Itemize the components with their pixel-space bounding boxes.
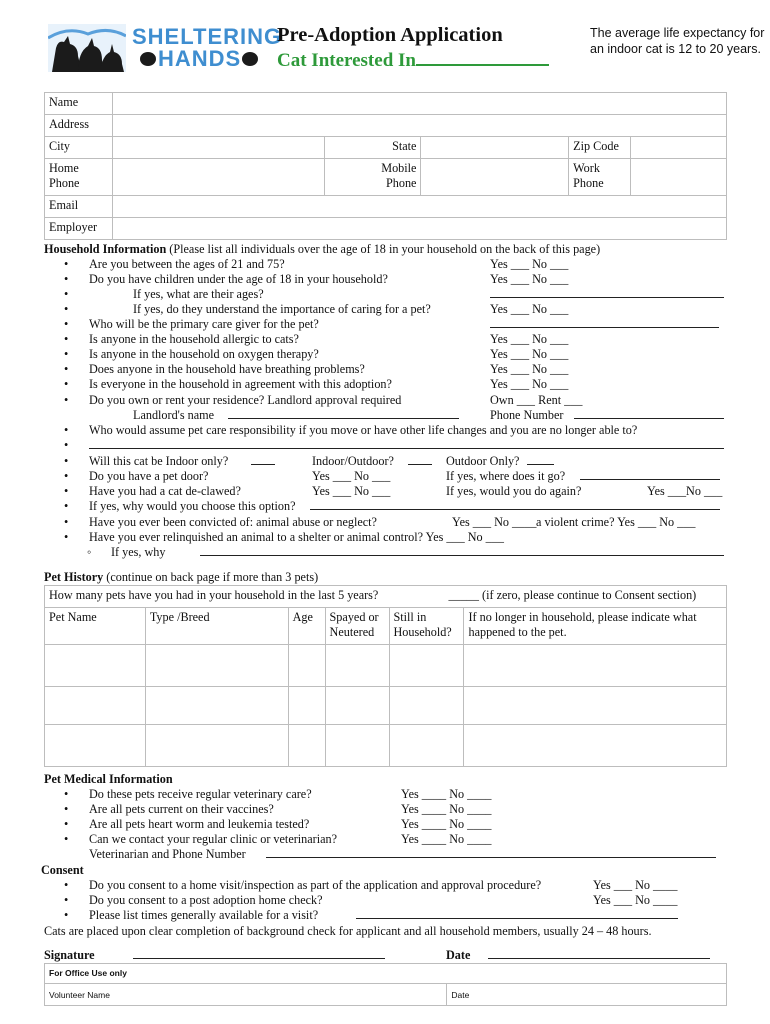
q-vet-care-yn[interactable]: Yes ____ No ____ xyxy=(401,787,492,801)
office-use-title: For Office Use only xyxy=(45,964,727,984)
address-field[interactable] xyxy=(112,115,726,137)
state-label: State xyxy=(324,137,421,159)
pet-history-note: (continue on back page if more than 3 pets) xyxy=(106,570,319,584)
q-visit-times: Please list times generally available for a visit? xyxy=(89,908,319,922)
date-label: Date xyxy=(446,948,471,962)
q-outdoor: Outdoor Only? xyxy=(446,454,520,468)
cat-interested-in xyxy=(277,50,549,72)
q-children-understand-yn[interactable]: Yes ___ No ___ xyxy=(490,302,569,316)
col-what-happened: If no longer in household, please indicate what happened to the pet. xyxy=(464,608,727,645)
q-breathing: Does anyone in the household have breathing problems? xyxy=(89,362,365,376)
q-declawed-yn[interactable]: Yes ___ No ___ xyxy=(312,484,391,498)
employer-field[interactable] xyxy=(112,218,726,240)
name-field[interactable] xyxy=(112,93,726,115)
work-phone-label: Work Phone xyxy=(569,159,631,196)
q-children-ages: If yes, what are their ages? xyxy=(133,287,264,301)
employer-label: Employer xyxy=(45,218,113,240)
consent-heading: Consent xyxy=(41,863,84,877)
vet-phone-label: Veterinarian and Phone Number xyxy=(89,847,246,861)
office-use-table xyxy=(44,963,727,1006)
q-abuse-yn[interactable]: Yes ___ No ____ xyxy=(452,515,537,529)
q-violent-crime[interactable]: a violent crime? Yes ___ No ___ xyxy=(536,515,696,529)
paw-icon xyxy=(242,52,258,66)
cat-interested-field[interactable] xyxy=(416,52,549,66)
vet-phone-field[interactable] xyxy=(266,847,716,858)
q-responsibility: Who would assume pet care responsibility if you move or have other life changes and you are no longer able to? xyxy=(89,423,638,437)
q-vaccines: Are all pets current on their vaccines? xyxy=(89,802,274,816)
pet-history-heading: Pet History xyxy=(44,570,104,584)
medical-section: Pet Medical Information • Do these pets receive regular veterinary care? Yes ____ No ____ • Are all pets current on their vaccines? Yes ____ No ____ • Are all pets heart worm and leukemia tested? Yes ____ No ____ • Can we contact your regular clinic or veterinarian? Yes ____ No ____ Veterinarian and Phone Number Consent • Do you consent to a home visit/inspection as part of the application and approval procedure? Yes ___ No ____ • Do you consent to a post adoption home check? Yes ___ No ____ • Please list times generally available for a visit? Cats are placed upon clear completion of background check for applicant and all household members, usually 24 – 48 hours. Signature Date xyxy=(0,0,770,1024)
q-convicted: Have you ever been convicted of: animal abuse or neglect? xyxy=(89,515,377,529)
subtitle-label: Cat Interested In xyxy=(277,50,416,71)
q-pet-door: Do you have a pet door? xyxy=(89,469,209,483)
table-row xyxy=(45,687,727,725)
q-relinquished-why: If yes, why xyxy=(111,545,166,559)
q-declaw-again-yn[interactable]: Yes ___No ___ xyxy=(647,484,723,498)
q-declaw-again: If yes, would you do again? xyxy=(446,484,582,498)
work-phone-field[interactable] xyxy=(631,159,727,196)
logo-wordmark-top: SHELTERING xyxy=(132,24,283,49)
why-option-field[interactable] xyxy=(310,499,720,510)
household-note: (Please list all individuals over the age of 18 in your household on the back of this page) xyxy=(169,242,601,256)
office-date-field[interactable]: Date xyxy=(447,984,727,1006)
q-why-option: If yes, why would you choose this option? xyxy=(89,499,296,513)
zip-label: Zip Code xyxy=(569,137,631,159)
pets-count-field[interactable]: _____ (if zero, please continue to Consent section) xyxy=(448,588,697,602)
q-allergic: Is anyone in the household allergic to cats? xyxy=(89,332,299,346)
q-indoor-outdoor: Indoor/Outdoor? xyxy=(312,454,394,468)
name-label: Name xyxy=(45,93,113,115)
mobile-phone-field[interactable] xyxy=(421,159,569,196)
landlord-label: Landlord's name xyxy=(133,408,215,422)
email-field[interactable] xyxy=(112,196,726,218)
q-children: Do you have children under the age of 18 in your household? xyxy=(89,272,388,286)
q-relinquished[interactable]: Have you ever relinquished an animal to a shelter or animal control? Yes ___ No ___ xyxy=(89,530,504,544)
visit-times-field[interactable] xyxy=(356,908,678,919)
pets-count-question: How many pets have you had in your household in the last 5 years? xyxy=(49,588,379,602)
pets-silhouette-icon xyxy=(48,24,126,72)
household-heading: Household Information xyxy=(44,242,167,256)
q-contact-vet: Can we contact your regular clinic or veterinarian? xyxy=(89,832,338,846)
landlord-phone-label: Phone Number xyxy=(490,408,564,422)
state-field[interactable] xyxy=(421,137,569,159)
q-home-visit-yn[interactable]: Yes ___ No ____ xyxy=(593,878,678,892)
q-vaccines-yn[interactable]: Yes ____ No ____ xyxy=(401,802,492,816)
page-title: Pre-Adoption Application xyxy=(277,24,503,46)
q-children-yn[interactable]: Yes ___ No ___ xyxy=(490,272,569,286)
q-allergic-yn[interactable]: Yes ___ No ___ xyxy=(490,332,569,346)
signature-field[interactable] xyxy=(133,948,385,959)
signature-date-field[interactable] xyxy=(488,948,710,959)
q-breathing-yn[interactable]: Yes ___ No ___ xyxy=(490,362,569,376)
q-vet-care: Do these pets receive regular veterinary care? xyxy=(89,787,312,801)
logo xyxy=(48,24,283,74)
medical-heading: Pet Medical Information xyxy=(44,772,173,786)
landlord-field[interactable] xyxy=(228,408,459,419)
q-post-adoption-yn[interactable]: Yes ___ No ____ xyxy=(593,893,678,907)
primary-caregiver-field[interactable] xyxy=(490,317,719,328)
indoor-outdoor-field[interactable] xyxy=(408,454,432,465)
address-label: Address xyxy=(45,115,113,137)
col-type-breed: Type /Breed xyxy=(145,608,288,645)
q-agreement-yn[interactable]: Yes ___ No ___ xyxy=(490,377,569,391)
q-indoor: Will this cat be Indoor only? xyxy=(89,454,229,468)
q-own-rent-choice[interactable]: Own ___ Rent ___ xyxy=(490,393,583,407)
q-post-adoption: Do you consent to a post adoption home check? xyxy=(89,893,323,907)
q-home-visit: Do you consent to a home visit/inspection as part of the application and approval procedure? xyxy=(89,878,542,892)
table-row xyxy=(45,725,727,767)
paw-icon xyxy=(140,52,156,66)
pet-history-table xyxy=(44,585,727,767)
pet-door-where-field[interactable] xyxy=(580,469,720,480)
q-own-rent: Do you own or rent your residence? Landlord approval required xyxy=(89,393,402,407)
responsibility-field[interactable] xyxy=(89,438,724,449)
home-phone-label: Home Phone xyxy=(45,159,113,196)
q-agreement: Is everyone in the household in agreement with this adoption? xyxy=(89,377,392,391)
col-spayed: Spayed or Neutered xyxy=(325,608,389,645)
mobile-phone-label: Mobile Phone xyxy=(324,159,421,196)
email-label: Email xyxy=(45,196,113,218)
volunteer-name-field[interactable]: Volunteer Name xyxy=(45,984,447,1006)
indoor-only-field[interactable] xyxy=(251,454,275,465)
background-check-note: Cats are placed upon clear completion of background check for applicant and all household members, usually 24 – 48 hours. xyxy=(44,924,652,938)
q-age-range: Are you between the ages of 21 and 75? xyxy=(89,257,285,271)
q-primary-caregiver: Who will be the primary care giver for the pet? xyxy=(89,317,319,331)
landlord-phone-field[interactable] xyxy=(574,408,724,419)
q-declawed: Have you had a cat de-clawed? xyxy=(89,484,241,498)
col-pet-name: Pet Name xyxy=(45,608,146,645)
city-label: City xyxy=(45,137,113,159)
signature-label: Signature xyxy=(44,948,95,962)
relinquished-why-field[interactable] xyxy=(200,545,724,556)
col-still-in-household: Still in Household? xyxy=(389,608,464,645)
q-pet-door-yn[interactable]: Yes ___ No ___ xyxy=(312,469,391,483)
pet-history-heading-row xyxy=(44,570,318,585)
q-oxygen: Is anyone in the household on oxygen therapy? xyxy=(89,347,319,361)
q-heartworm-yn[interactable]: Yes ____ No ____ xyxy=(401,817,492,831)
col-age: Age xyxy=(288,608,325,645)
home-phone-field[interactable] xyxy=(112,159,324,196)
city-field[interactable] xyxy=(112,137,324,159)
q-heartworm: Are all pets heart worm and leukemia tested? xyxy=(89,817,310,831)
table-row xyxy=(45,645,727,687)
q-children-understand: If yes, do they understand the importance of caring for a pet? xyxy=(133,302,431,316)
logo-wordmark-bottom: HANDS xyxy=(158,46,242,71)
q-age-range-yn[interactable]: Yes ___ No ___ xyxy=(490,257,569,271)
contact-table xyxy=(44,92,727,240)
life-expectancy-note: The average life expectancy for an indoor cat is 12 to 20 years. xyxy=(590,26,765,56)
q-pet-door-where: If yes, where does it go? xyxy=(446,469,566,483)
children-ages-field[interactable] xyxy=(490,287,724,298)
q-contact-vet-yn[interactable]: Yes ____ No ____ xyxy=(401,832,492,846)
household-section: Household Information (Please list all individuals over the age of 18 in your household on the back of this page) • Are you between the ages of 21 and 75? Yes ___ No ___ • Do you have children under the age of 18 in your household? Yes ___ No ___ • If yes, what are their ages? • If yes, do they understand the importance of caring for a pet? Yes ___ No ___ • Who will be the primary care giver for the pet? • Is anyone in the household allergic to cats? Yes ___ No ___ • Is anyone in the household on oxygen therapy? Yes ___ No ___ • Does anyone in the household have breathing problems? Yes ___ No ___ • Is everyone in the household in agreement with this adoption? Yes ___ No ___ • Do you own or rent your residence? Landlord approval required Own ___ Rent ___ Landlord's name Phone Number • Who would assume pet care responsibility if you move or have other life changes and you are no longer able to? • • Will this cat be Indoor only? Indoor/Outdoor? Outdoor Only? • Do you have a pet door? Yes ___ No ___ If yes, where does it go? • Have you had a cat de-clawed? Yes ___ No ___ If yes, would you do again? Yes ___No ___ • If yes, why would you choose this option? • Have you ever been convicted of: animal abuse or neglect? Yes ___ No ____ a violent crime? Yes ___ No ___ • Have you ever relinquished an animal to a shelter or animal control? Yes ___ No ___ ◦ If yes, why xyxy=(44,242,723,559)
q-oxygen-yn[interactable]: Yes ___ No ___ xyxy=(490,347,569,361)
zip-field[interactable] xyxy=(631,137,727,159)
outdoor-only-field[interactable] xyxy=(527,454,554,465)
